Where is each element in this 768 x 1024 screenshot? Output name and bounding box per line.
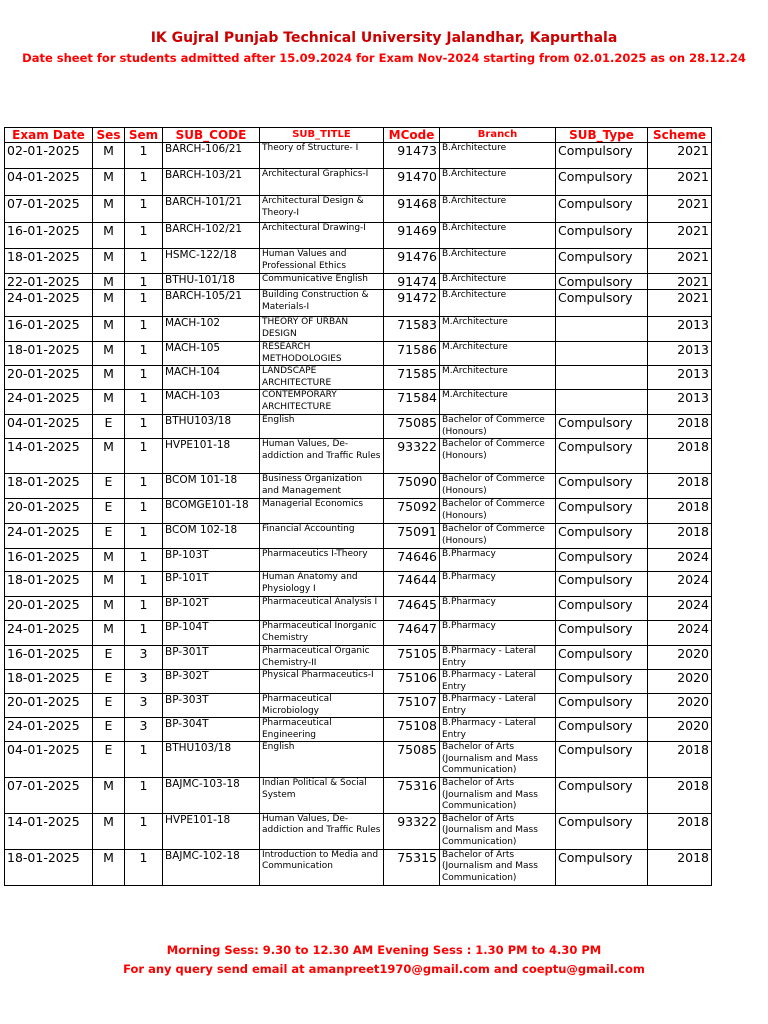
sub-type-cell: Compulsory	[556, 223, 648, 249]
exam-date-cell: 18-01-2025	[5, 670, 93, 694]
semester-cell: 1	[125, 524, 163, 549]
sub-code-cell: BP-304T	[163, 718, 260, 742]
sub-code-cell: BP-101T	[163, 572, 260, 597]
sub-type-cell: Compulsory	[556, 572, 648, 597]
sub-title-cell: Pharmaceutical Organic Chemistry-II	[260, 646, 384, 670]
semester-cell: 1	[125, 196, 163, 223]
exam-date-cell: 04-01-2025	[5, 742, 93, 778]
sub-title-cell: Business Organization and Management	[260, 474, 384, 499]
semester-cell: 1	[125, 813, 163, 849]
scheme-cell: 2018	[648, 415, 712, 439]
semester-cell: 1	[125, 549, 163, 572]
session-cell: E	[93, 646, 125, 670]
scheme-cell: 2020	[648, 646, 712, 670]
sub-type-cell: Compulsory	[556, 549, 648, 572]
semester-cell: 1	[125, 439, 163, 474]
sub-title-cell: Architectural Graphics-I	[260, 169, 384, 196]
sub-code-cell: BARCH-102/21	[163, 223, 260, 249]
table-row	[5, 290, 712, 317]
sub-title-cell: Pharmaceutical Inorganic Chemistry	[260, 621, 384, 646]
sub-code-cell: MACH-104	[163, 366, 260, 390]
scheme-cell: 2021	[648, 169, 712, 196]
branch-cell: B.Pharmacy	[440, 549, 556, 572]
col-header-sub-type: SUB_Type	[556, 128, 648, 143]
col-header-exam-date: Exam Date	[5, 128, 93, 143]
table-row	[5, 572, 712, 597]
branch-cell: Bachelor of Commerce (Honours)	[440, 499, 556, 524]
semester-cell: 1	[125, 342, 163, 366]
table-row	[5, 694, 712, 718]
session-cell: M	[93, 317, 125, 342]
date-sheet-table	[4, 127, 712, 886]
table-row	[5, 549, 712, 572]
sub-type-cell: Compulsory	[556, 415, 648, 439]
semester-cell: 1	[125, 290, 163, 317]
sub-type-cell: Compulsory	[556, 524, 648, 549]
sub-code-cell: MACH-102	[163, 317, 260, 342]
table-row	[5, 524, 712, 549]
mcode-cell: 75090	[384, 474, 440, 499]
session-cell: M	[93, 196, 125, 223]
exam-date-cell: 20-01-2025	[5, 694, 93, 718]
exam-date-cell: 14-01-2025	[5, 813, 93, 849]
exam-date-cell: 22-01-2025	[5, 274, 93, 290]
branch-cell: B.Architecture	[440, 274, 556, 290]
sub-code-cell: BTHU-101/18	[163, 274, 260, 290]
table-row	[5, 390, 712, 415]
sub-type-cell: Compulsory	[556, 249, 648, 274]
sub-type-cell: Compulsory	[556, 694, 648, 718]
table-row	[5, 196, 712, 223]
scheme-cell: 2013	[648, 390, 712, 415]
session-cell: E	[93, 718, 125, 742]
scheme-cell: 2018	[648, 524, 712, 549]
mcode-cell: 71584	[384, 390, 440, 415]
branch-cell: B.Pharmacy - Lateral Entry	[440, 718, 556, 742]
session-cell: E	[93, 415, 125, 439]
branch-cell: B.Architecture	[440, 196, 556, 223]
mcode-cell: 74646	[384, 549, 440, 572]
session-cell: M	[93, 849, 125, 885]
session-cell: M	[93, 342, 125, 366]
contact-info: For any query send email at amanpreet1970@gmail.com and coeptu@gmail.com	[123, 962, 645, 976]
semester-cell: 1	[125, 778, 163, 814]
scheme-cell: 2013	[648, 366, 712, 390]
session-cell: M	[93, 439, 125, 474]
scheme-cell: 2018	[648, 813, 712, 849]
table-row	[5, 274, 712, 290]
header-row	[5, 128, 712, 143]
sub-title-cell: English	[260, 742, 384, 778]
sub-code-cell: BP-104T	[163, 621, 260, 646]
sub-code-cell: BCOM 101-18	[163, 474, 260, 499]
sub-title-cell: English	[260, 415, 384, 439]
table-row	[5, 249, 712, 274]
sub-code-cell: BP-303T	[163, 694, 260, 718]
mcode-cell: 75092	[384, 499, 440, 524]
mcode-cell: 75107	[384, 694, 440, 718]
branch-cell: Bachelor of Commerce (Honours)	[440, 524, 556, 549]
table-row	[5, 474, 712, 499]
table-row	[5, 849, 712, 885]
sub-type-cell	[556, 342, 648, 366]
exam-date-cell: 18-01-2025	[5, 572, 93, 597]
branch-cell: B.Pharmacy	[440, 597, 556, 621]
session-cell: M	[93, 274, 125, 290]
sub-type-cell: Compulsory	[556, 742, 648, 778]
scheme-cell: 2018	[648, 474, 712, 499]
table-row	[5, 597, 712, 621]
mcode-cell: 93322	[384, 813, 440, 849]
session-cell: M	[93, 143, 125, 169]
mcode-cell: 91470	[384, 169, 440, 196]
table-row	[5, 718, 712, 742]
branch-cell: Bachelor of Arts (Journalism and Mass Communication)	[440, 849, 556, 885]
scheme-cell: 2018	[648, 849, 712, 885]
session-cell: M	[93, 549, 125, 572]
exam-date-cell: 16-01-2025	[5, 549, 93, 572]
branch-cell: B.Architecture	[440, 249, 556, 274]
sub-code-cell: BARCH-106/21	[163, 143, 260, 169]
branch-cell: B.Pharmacy	[440, 572, 556, 597]
semester-cell: 1	[125, 415, 163, 439]
semester-cell: 1	[125, 849, 163, 885]
sub-title-cell: Managerial Economics	[260, 499, 384, 524]
branch-cell: B.Architecture	[440, 223, 556, 249]
session-cell: M	[93, 290, 125, 317]
page-title: IK Gujral Punjab Technical University Jalandhar, Kapurthala	[150, 30, 618, 46]
exam-date-cell: 20-01-2025	[5, 366, 93, 390]
sub-type-cell: Compulsory	[556, 849, 648, 885]
sub-code-cell: BCOMGE101-18	[163, 499, 260, 524]
exam-date-cell: 04-01-2025	[5, 169, 93, 196]
semester-cell: 1	[125, 474, 163, 499]
sub-code-cell: BTHU103/18	[163, 415, 260, 439]
semester-cell: 1	[125, 317, 163, 342]
branch-cell: Bachelor of Arts (Journalism and Mass Communication)	[440, 813, 556, 849]
sub-code-cell: BP-102T	[163, 597, 260, 621]
sub-type-cell: Compulsory	[556, 474, 648, 499]
semester-cell: 3	[125, 718, 163, 742]
col-header-mcode: MCode	[384, 128, 440, 143]
session-cell: M	[93, 366, 125, 390]
sub-title-cell: Human Values and Professional Ethics	[260, 249, 384, 274]
session-cell: E	[93, 499, 125, 524]
sub-code-cell: BARCH-101/21	[163, 196, 260, 223]
col-header-branch: Branch	[440, 128, 556, 143]
scheme-cell: 2021	[648, 290, 712, 317]
semester-cell: 1	[125, 597, 163, 621]
sub-title-cell: Pharmaceutical Microbiology	[260, 694, 384, 718]
session-cell: E	[93, 694, 125, 718]
col-header-sem: Sem	[125, 128, 163, 143]
sub-title-cell: CONTEMPORARY ARCHITECTURE	[260, 390, 384, 415]
sub-code-cell: BP-103T	[163, 549, 260, 572]
sub-code-cell: BAJMC-103-18	[163, 778, 260, 814]
sub-title-cell: Human Values, De-addiction and Traffic Rules	[260, 813, 384, 849]
mcode-cell: 91474	[384, 274, 440, 290]
scheme-cell: 2021	[648, 274, 712, 290]
session-timings: Morning Sess: 9.30 to 12.30 AM Evening Sess : 1.30 PM to 4.30 PM	[166, 943, 602, 957]
branch-cell: B.Pharmacy - Lateral Entry	[440, 694, 556, 718]
sub-type-cell: Compulsory	[556, 499, 648, 524]
sub-title-cell: Pharmaceutical Engineering	[260, 718, 384, 742]
table-row	[5, 646, 712, 670]
session-cell: M	[93, 169, 125, 196]
branch-cell: B.Architecture	[440, 169, 556, 196]
table-row	[5, 415, 712, 439]
exam-date-cell: 24-01-2025	[5, 290, 93, 317]
exam-date-cell: 18-01-2025	[5, 474, 93, 499]
branch-cell: M.Architecture	[440, 366, 556, 390]
scheme-cell: 2018	[648, 742, 712, 778]
mcode-cell: 71585	[384, 366, 440, 390]
semester-cell: 3	[125, 670, 163, 694]
sub-code-cell: BARCH-103/21	[163, 169, 260, 196]
mcode-cell: 75091	[384, 524, 440, 549]
mcode-cell: 71583	[384, 317, 440, 342]
sub-code-cell: HSMC-122/18	[163, 249, 260, 274]
branch-cell: M.Architecture	[440, 390, 556, 415]
semester-cell: 1	[125, 742, 163, 778]
branch-cell: B.Pharmacy - Lateral Entry	[440, 646, 556, 670]
sub-type-cell: Compulsory	[556, 597, 648, 621]
mcode-cell: 91468	[384, 196, 440, 223]
page-subtitle: Date sheet for students admitted after 15.09.2024 for Exam Nov-2024 starting from 02.01.2025 as on 28.12.24	[22, 51, 746, 65]
branch-cell: B.Architecture	[440, 143, 556, 169]
scheme-cell: 2021	[648, 143, 712, 169]
table-row	[5, 778, 712, 814]
exam-date-cell: 24-01-2025	[5, 621, 93, 646]
scheme-cell: 2024	[648, 572, 712, 597]
sub-title-cell: Theory of Structure- I	[260, 143, 384, 169]
scheme-cell: 2021	[648, 196, 712, 223]
semester-cell: 1	[125, 572, 163, 597]
sub-title-cell: Pharmaceutical Analysis I	[260, 597, 384, 621]
exam-date-cell: 24-01-2025	[5, 718, 93, 742]
session-cell: E	[93, 524, 125, 549]
table-row	[5, 439, 712, 474]
semester-cell: 1	[125, 390, 163, 415]
sub-title-cell: Human Values, De-addiction and Traffic Rules	[260, 439, 384, 474]
scheme-cell: 2024	[648, 621, 712, 646]
session-cell: M	[93, 813, 125, 849]
sub-type-cell: Compulsory	[556, 196, 648, 223]
mcode-cell: 91469	[384, 223, 440, 249]
semester-cell: 1	[125, 274, 163, 290]
branch-cell: Bachelor of Commerce (Honours)	[440, 415, 556, 439]
exam-date-cell: 07-01-2025	[5, 196, 93, 223]
sub-title-cell: Communicative English	[260, 274, 384, 290]
table-row	[5, 670, 712, 694]
semester-cell: 1	[125, 249, 163, 274]
mcode-cell: 71586	[384, 342, 440, 366]
sub-type-cell: Compulsory	[556, 143, 648, 169]
semester-cell: 3	[125, 694, 163, 718]
branch-cell: B.Pharmacy	[440, 621, 556, 646]
exam-date-cell: 24-01-2025	[5, 390, 93, 415]
semester-cell: 1	[125, 366, 163, 390]
exam-date-cell: 04-01-2025	[5, 415, 93, 439]
session-cell: M	[93, 223, 125, 249]
mcode-cell: 75108	[384, 718, 440, 742]
scheme-cell: 2024	[648, 549, 712, 572]
sub-title-cell: Building Construction & Materials-I	[260, 290, 384, 317]
sub-type-cell: Compulsory	[556, 778, 648, 814]
table-row	[5, 317, 712, 342]
col-header-sub-title: SUB_TITLE	[260, 128, 384, 143]
sub-type-cell	[556, 317, 648, 342]
exam-date-cell: 02-01-2025	[5, 143, 93, 169]
col-header-sub-code: SUB_CODE	[163, 128, 260, 143]
exam-date-cell: 07-01-2025	[5, 778, 93, 814]
sub-code-cell: BCOM 102-18	[163, 524, 260, 549]
sub-code-cell: HVPE101-18	[163, 813, 260, 849]
sub-title-cell: Introduction to Media and Communication	[260, 849, 384, 885]
scheme-cell: 2024	[648, 597, 712, 621]
branch-cell: Bachelor of Arts (Journalism and Mass Communication)	[440, 778, 556, 814]
sub-type-cell: Compulsory	[556, 646, 648, 670]
scheme-cell: 2020	[648, 718, 712, 742]
sub-code-cell: BARCH-105/21	[163, 290, 260, 317]
mcode-cell: 91476	[384, 249, 440, 274]
session-cell: M	[93, 597, 125, 621]
sub-title-cell: Indian Political & Social System	[260, 778, 384, 814]
branch-cell: Bachelor of Arts (Journalism and Mass Communication)	[440, 742, 556, 778]
session-cell: M	[93, 390, 125, 415]
mcode-cell: 91473	[384, 143, 440, 169]
table-row	[5, 742, 712, 778]
sub-type-cell: Compulsory	[556, 670, 648, 694]
session-cell: E	[93, 742, 125, 778]
mcode-cell: 93322	[384, 439, 440, 474]
table-row	[5, 621, 712, 646]
scheme-cell: 2018	[648, 439, 712, 474]
mcode-cell: 91472	[384, 290, 440, 317]
sub-type-cell	[556, 390, 648, 415]
table-row	[5, 813, 712, 849]
semester-cell: 1	[125, 621, 163, 646]
session-cell: M	[93, 249, 125, 274]
semester-cell: 1	[125, 223, 163, 249]
sub-type-cell: Compulsory	[556, 169, 648, 196]
semester-cell: 1	[125, 143, 163, 169]
scheme-cell: 2020	[648, 694, 712, 718]
mcode-cell: 75106	[384, 670, 440, 694]
mcode-cell: 74644	[384, 572, 440, 597]
exam-date-cell: 18-01-2025	[5, 249, 93, 274]
sub-type-cell: Compulsory	[556, 290, 648, 317]
sub-type-cell: Compulsory	[556, 621, 648, 646]
scheme-cell: 2021	[648, 249, 712, 274]
session-cell: M	[93, 778, 125, 814]
table-row	[5, 169, 712, 196]
exam-date-cell: 20-01-2025	[5, 499, 93, 524]
mcode-cell: 75085	[384, 742, 440, 778]
exam-date-cell: 18-01-2025	[5, 342, 93, 366]
sub-title-cell: LANDSCAPE ARCHITECTURE	[260, 366, 384, 390]
session-cell: M	[93, 621, 125, 646]
scheme-cell: 2020	[648, 670, 712, 694]
branch-cell: Bachelor of Commerce (Honours)	[440, 474, 556, 499]
exam-date-cell: 20-01-2025	[5, 597, 93, 621]
table-row	[5, 499, 712, 524]
sub-title-cell: Physical Pharmaceutics-I	[260, 670, 384, 694]
exam-date-cell: 16-01-2025	[5, 317, 93, 342]
sub-code-cell: MACH-105	[163, 342, 260, 366]
sub-type-cell: Compulsory	[556, 274, 648, 290]
mcode-cell: 75316	[384, 778, 440, 814]
exam-date-cell: 16-01-2025	[5, 646, 93, 670]
sub-code-cell: BP-301T	[163, 646, 260, 670]
sub-code-cell: HVPE101-18	[163, 439, 260, 474]
mcode-cell: 75315	[384, 849, 440, 885]
table-row	[5, 223, 712, 249]
col-header-ses: Ses	[93, 128, 125, 143]
table-row	[5, 366, 712, 390]
exam-date-cell: 16-01-2025	[5, 223, 93, 249]
mcode-cell: 75105	[384, 646, 440, 670]
mcode-cell: 74647	[384, 621, 440, 646]
mcode-cell: 75085	[384, 415, 440, 439]
session-cell: E	[93, 474, 125, 499]
sub-title-cell: Architectural Drawing-I	[260, 223, 384, 249]
sub-title-cell: Financial Accounting	[260, 524, 384, 549]
session-cell: M	[93, 572, 125, 597]
sub-type-cell: Compulsory	[556, 439, 648, 474]
exam-date-cell: 18-01-2025	[5, 849, 93, 885]
branch-cell: M.Architecture	[440, 342, 556, 366]
sub-type-cell: Compulsory	[556, 813, 648, 849]
table-row	[5, 143, 712, 169]
sub-title-cell: Pharmaceutics I-Theory	[260, 549, 384, 572]
sub-title-cell: Human Anatomy and Physiology I	[260, 572, 384, 597]
sub-type-cell: Compulsory	[556, 718, 648, 742]
mcode-cell: 74645	[384, 597, 440, 621]
branch-cell: Bachelor of Commerce (Honours)	[440, 439, 556, 474]
sub-code-cell: BAJMC-102-18	[163, 849, 260, 885]
sub-code-cell: MACH-103	[163, 390, 260, 415]
session-cell: E	[93, 670, 125, 694]
scheme-cell: 2013	[648, 317, 712, 342]
col-header-scheme: Scheme	[648, 128, 712, 143]
sub-title-cell: Architectural Design & Theory-I	[260, 196, 384, 223]
table-row	[5, 342, 712, 366]
semester-cell: 3	[125, 646, 163, 670]
sub-title-cell: THEORY OF URBAN DESIGN	[260, 317, 384, 342]
branch-cell: B.Architecture	[440, 290, 556, 317]
scheme-cell: 2018	[648, 499, 712, 524]
exam-date-cell: 24-01-2025	[5, 524, 93, 549]
sub-code-cell: BTHU103/18	[163, 742, 260, 778]
exam-date-cell: 14-01-2025	[5, 439, 93, 474]
branch-cell: M.Architecture	[440, 317, 556, 342]
sub-title-cell: RESEARCH METHODOLOGIES	[260, 342, 384, 366]
scheme-cell: 2021	[648, 223, 712, 249]
scheme-cell: 2018	[648, 778, 712, 814]
semester-cell: 1	[125, 499, 163, 524]
scheme-cell: 2013	[648, 342, 712, 366]
branch-cell: B.Pharmacy - Lateral Entry	[440, 670, 556, 694]
sub-code-cell: BP-302T	[163, 670, 260, 694]
semester-cell: 1	[125, 169, 163, 196]
sub-type-cell	[556, 366, 648, 390]
